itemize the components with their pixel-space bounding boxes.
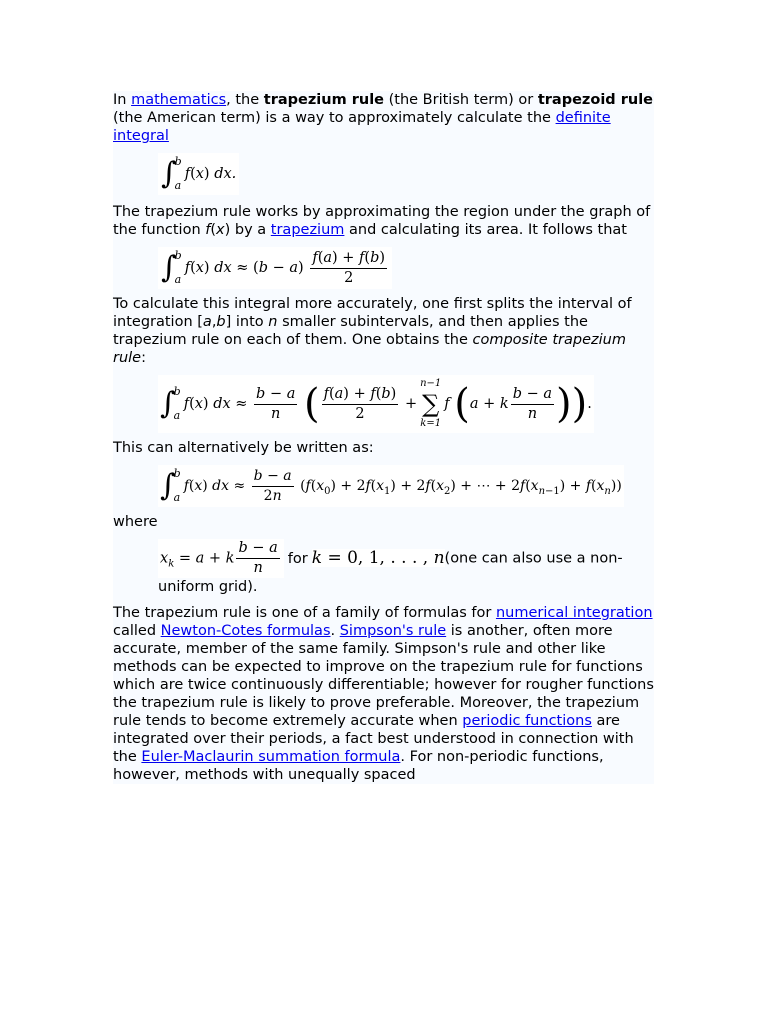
link-simpsons-rule[interactable]: Simpson's rule <box>339 623 447 639</box>
formula-alternative: ∫ b a f(x) dx ≈ $\frac{b - a}{2n}$ ($f(x_0) + 2f(x_1) + 2f(x_2)$ + ⋯ + $2f(x_{n-1}) + f(x_n)$) <box>158 465 654 507</box>
article <box>113 91 654 784</box>
text: f <box>205 222 211 238</box>
formula-definite-integral: ∫ b a f(x) dx. <box>158 153 654 195</box>
text: ] into <box>225 314 269 330</box>
bold-trapezium-rule: trapezium rule <box>263 92 385 108</box>
text: b <box>216 314 226 330</box>
text: : <box>141 350 146 366</box>
text: (one can also use a non-uniform grid). <box>158 550 623 595</box>
text: and calculating its area. It follows that <box>344 222 627 238</box>
text: composite trapezium rule <box>113 332 626 366</box>
text: x <box>216 222 225 238</box>
paragraph-intro <box>113 91 654 145</box>
text: smaller subintervals, and then applies the trapezium rule on each of them. One obtains the <box>113 314 588 348</box>
paragraph-family <box>113 604 654 784</box>
paragraph-trapezium-area <box>113 203 654 239</box>
paragraph-alternative: This can alternatively be written as: <box>113 440 374 456</box>
link-periodic-functions[interactable]: periodic functions <box>462 713 592 729</box>
text: (the American term) is a way to approximately calculate the <box>113 110 556 126</box>
text: n <box>268 314 278 330</box>
link-definite-integral[interactable]: definite integral <box>113 110 611 144</box>
text: a <box>202 314 212 330</box>
text: are integrated over their periods, a fact best understood in connection with the <box>113 713 634 765</box>
link-trapezium[interactable]: trapezium <box>270 222 345 238</box>
paragraph-where: where <box>113 514 158 530</box>
text: . <box>330 623 340 639</box>
text: ( <box>210 222 217 238</box>
formula-composite-rule: ∫ b a f(x) dx ≈ $\frac{b - a}{n}$ ( $\frac{f(a) + f(b)}{2}$ + n−1 ∑ k=1 f (a + k $\frac{b - a}{n}$ )). <box>158 375 654 433</box>
text: ) by a <box>224 222 271 238</box>
link-mathematics[interactable]: mathematics <box>131 92 227 108</box>
bold-trapezoid-rule: trapezoid rule <box>537 92 654 108</box>
text: In <box>113 92 132 108</box>
text: The trapezium rule is one of a family of formulas for <box>113 605 496 621</box>
text: . For non-periodic functions, however, methods with unequally spaced <box>113 749 604 783</box>
link-newton-cotes[interactable]: Newton-Cotes formulas <box>160 623 331 639</box>
formula-trapezium-rule: ∫ b a f(x) dx ≈ (b − a) $\frac{f(a) + f(b)}{2}$ <box>158 247 654 289</box>
text: , the <box>226 92 264 108</box>
text: The trapezium rule works by approximating the region under the graph of the function <box>113 204 651 238</box>
text: is another, often more accurate, member of the same family. Simpson's rule and other like methods can be expected to improve on the trapezium rule for functions which are twice continuously differentiable; however for rougher functions the trapezium rule is likely to prove preferable. Moreover, the trapezium rule tends to become extremely accurate when <box>113 623 654 729</box>
paragraph-composite-intro <box>113 295 654 367</box>
text: To calculate this integral more accurately, one first splits the interval of integration [ <box>113 296 632 330</box>
link-euler-maclaurin[interactable]: Euler-Maclaurin summation formula <box>141 749 401 765</box>
link-numerical-integration[interactable]: numerical integration <box>495 605 653 621</box>
text: , <box>211 314 217 330</box>
formula-grid-points: $x_k = a + k$ $\frac{b - a}{n}$ for k = 0, 1, . . . , n(one can also use a non-uniform grid). <box>158 540 623 595</box>
text: for <box>287 550 308 567</box>
text: (the British term) or <box>384 92 538 108</box>
text: called <box>113 623 161 639</box>
